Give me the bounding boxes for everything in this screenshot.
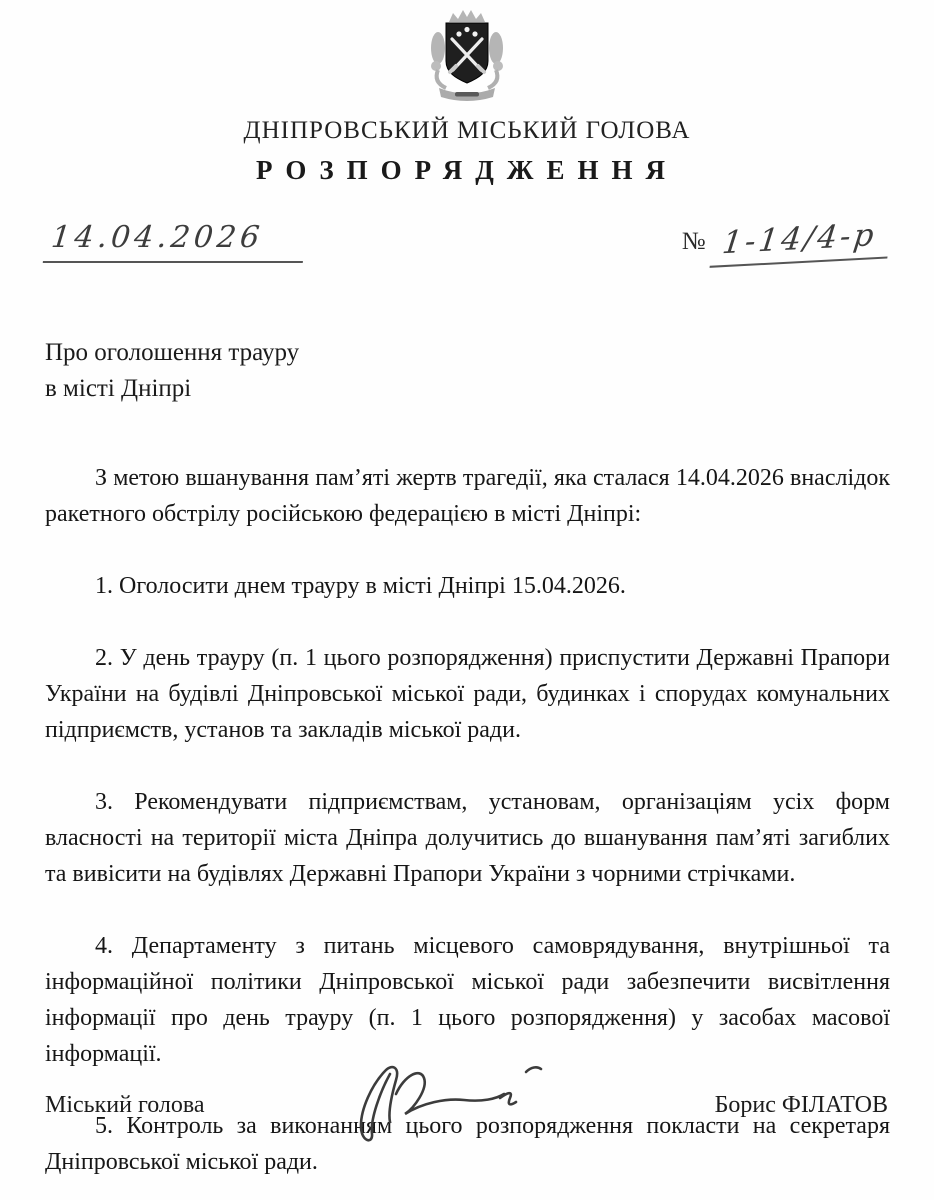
order-item-5: 5. Контроль за виконанням цього розпорядження покласти на секретаря Дніпровської міської ради.: [45, 1112, 890, 1175]
order-item-4: 4. Департаменту з питань місцевого самоврядування, внутрішньої та інформаційної політики Дніпровської міської ради забезпечити висвітлення інформації про день трауру (п. 1 цього розпорядження) у засобах масової інформації.: [45, 932, 890, 1067]
subject-block: [45, 335, 934, 408]
intro-paragraph: З метою вшанування пам’яті жертв трагедії, яка сталася 14.04.2026 внаслідок ракетного обстрілу російською федерацією в місті Дніпрі:: [45, 464, 890, 527]
subject-line-2: в місті Дніпрі: [45, 375, 192, 403]
order-item-1: 1. Оголосити днем трауру в місті Дніпрі 15.04.2026.: [95, 572, 626, 599]
number-sign: №: [681, 228, 706, 255]
signer-title: Міський голова: [45, 1092, 205, 1118]
document-type-title: РОЗПОРЯДЖЕННЯ: [255, 155, 679, 185]
document-header: [0, 0, 934, 186]
signature-block: [0, 1058, 934, 1153]
subject-line-1: Про оголошення трауру: [45, 339, 300, 366]
handwritten-number: 1-14/4-р: [709, 216, 892, 268]
order-item-2: 2. У день трауру (п. 1 цього розпорядження) приспустити Державні Прапори України на будівлі Дніпровської міської ради, будинках і спорудах комунальних підприємств, установ та закладів міської ради.: [45, 644, 890, 743]
order-item-3: 3. Рекомендувати підприємствам, установам, організаціям усіх форм власності на території міста Дніпра долучитись до вшанування пам’яті загиблих та вивісити на будівлях Державні Прапори України з чорними стрічками.: [45, 788, 890, 887]
organization-title: ДНІПРОВСЬКИЙ МІСЬКИЙ ГОЛОВА: [243, 117, 691, 144]
signature-icon: [350, 1058, 570, 1153]
document-number: [681, 216, 890, 263]
handwritten-date: 14.04.2026: [43, 220, 307, 263]
signer-name: Борис ФІЛАТОВ: [714, 1092, 888, 1118]
reference-row: [45, 216, 890, 263]
dnipro-coat-of-arms-icon: [421, 8, 513, 111]
